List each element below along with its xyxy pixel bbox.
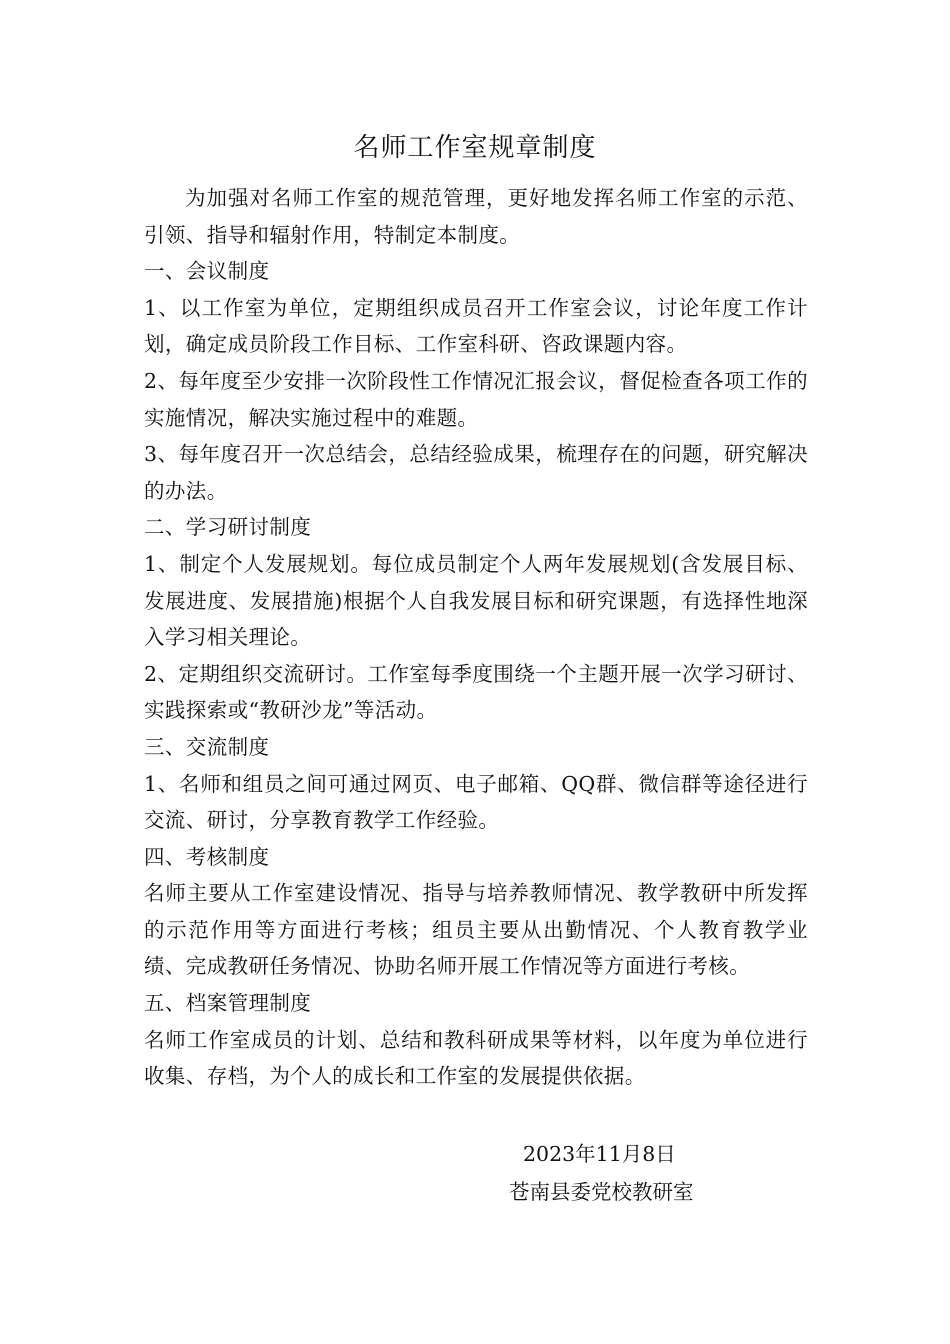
assessment-paragraph: 名师主要从工作室建设情况、指导与培养教师情况、教学教研中所发挥的示范作用等方面进行考核；组员主要从出勤情况、个人教育教学业绩、完成教研任务情况、协助名师开展工作情况等方面进行考核。 (144, 881, 808, 979)
meeting-item-3: 3、每年度召开一次总结会，总结经验成果，梳理存在的问题，研究解决的办法。 (144, 442, 808, 503)
section-heading-study: 二、学习研讨制度 (144, 515, 312, 540)
archive-paragraph: 名师工作室成员的计划、总结和教科研成果等材料，以年度为单位进行收集、存档，为个人的成长和工作室的发展提供依据。 (144, 1027, 808, 1089)
signature-date: 2023年11月8日 (523, 1142, 676, 1166)
meeting-item-1: 1、以工作室为单位，定期组织成员召开工作室会议，讨论年度工作计划，确定成员阶段工作目标、工作室科研、咨政课题内容。 (144, 295, 808, 357)
signature-organization: 苍南县委党校教研室 (509, 1180, 694, 1204)
section-heading-archive: 五、档案管理制度 (144, 991, 312, 1016)
section-heading-assessment: 四、考核制度 (144, 844, 270, 869)
document-title: 名师工作室规章制度 (353, 133, 597, 163)
intro-paragraph: 为加强对名师工作室的规范管理，更好地发挥名师工作室的示范、引领、指导和辐射作用，特制定本制度。 (144, 186, 808, 247)
meeting-item-2: 2、每年度至少安排一次阶段性工作情况汇报会议，督促检查各项工作的实施情况，解决实施过程中的难题。 (144, 368, 808, 430)
study-item-2: 2、定期组织交流研讨。工作室每季度围绕一个主题开展一次学习研讨、实践探索或“教研沙龙”等活动。 (144, 661, 808, 723)
section-heading-exchange: 三、交流制度 (144, 734, 270, 759)
section-heading-meeting: 一、会议制度 (144, 259, 270, 284)
exchange-item-1: 1、名师和组员之间可通过网页、电子邮箱、QQ群、微信群等途径进行交流、研讨，分享教育教学工作经验。 (144, 771, 808, 833)
study-item-1: 1、制定个人发展规划。每位成员制定个人两年发展规划(含发展目标、发展进度、发展措施)根据个人自我发展目标和研究课题，有选择性地深入学习相关理论。 (144, 551, 808, 650)
document-body (144, 180, 808, 1095)
